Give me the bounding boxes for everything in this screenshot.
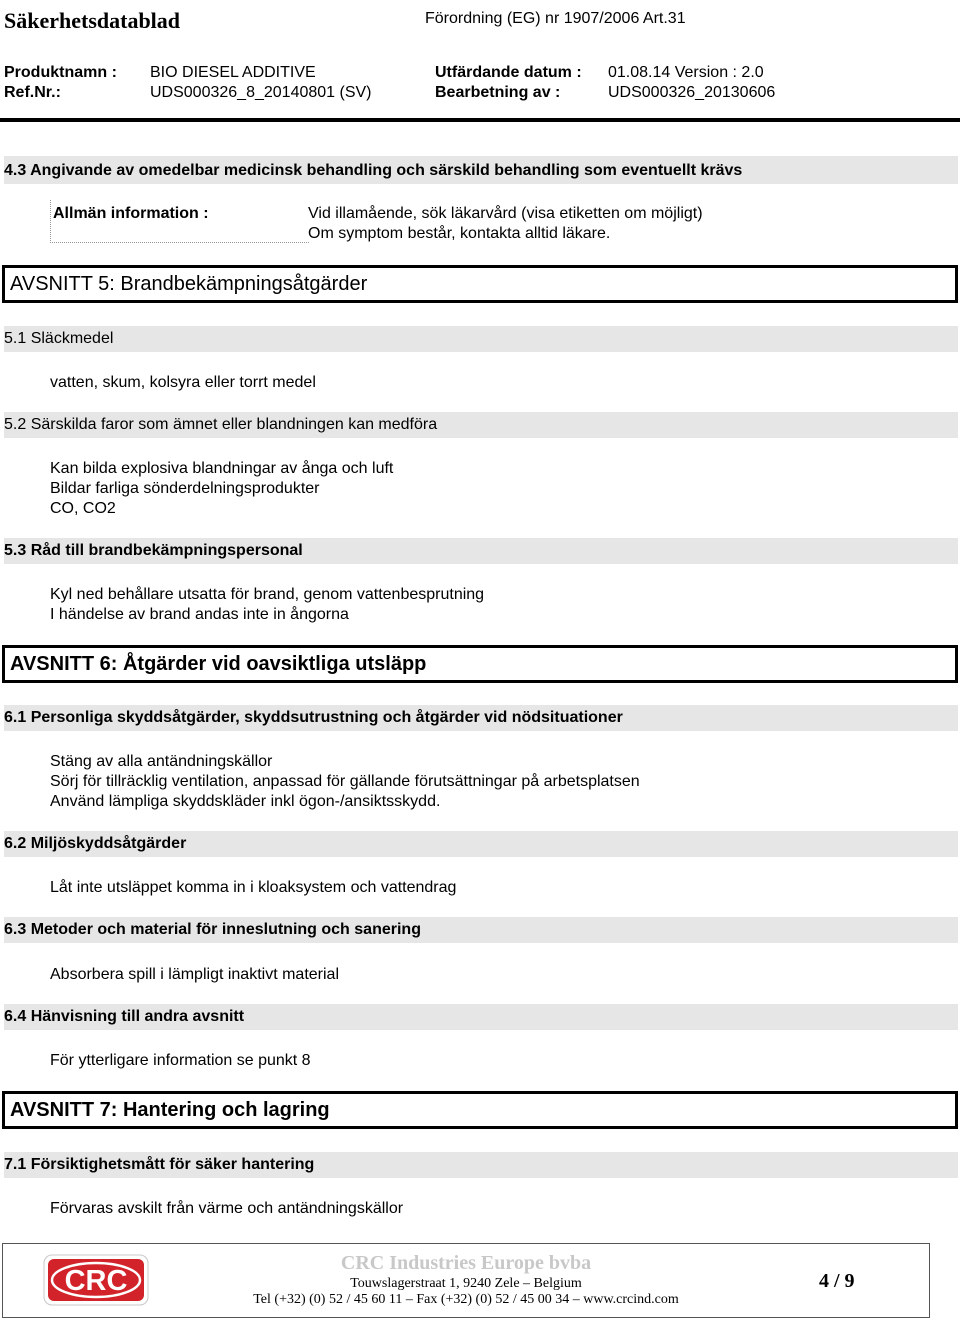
text-line-6-2: Låt inte utsläppet komma in i kloaksystem och vattendrag	[50, 879, 457, 896]
text-line-6-3: Absorbera spill i lämpligt inaktivt material	[50, 966, 339, 983]
revision-label: Bearbetning av :	[435, 84, 561, 101]
company-address: Touwslagerstraat 1, 9240 Zele – Belgium	[350, 1276, 582, 1291]
text-line-7-1: Förvaras avskilt från värme och antändningskällor	[50, 1200, 404, 1217]
issue-date-label: Utfärdande datum :	[435, 64, 582, 81]
product-name-value: BIO DIESEL ADDITIVE	[150, 64, 316, 81]
company-contact: Tel (+32) (0) 52 / 45 60 11 – Fax (+32) (0) 52 / 45 00 34 – www.crcind.com	[253, 1292, 679, 1307]
subsection-title-4-3: 4.3 Angivande av omedelbar medicinsk behandling och särskild behandling som eventuellt krävs	[4, 162, 743, 179]
document-title: Säkerhetsdatablad	[4, 8, 181, 33]
subsection-title-5-2: 5.2 Särskilda faror som ämnet eller blandningen kan medföra	[4, 416, 438, 433]
general-info-line: Vid illamående, sök läkarvård (visa etiketten om möjligt)	[308, 205, 703, 222]
general-info-line: Om symptom består, kontakta alltid läkare.	[308, 225, 611, 242]
text-line-5-3: Kyl ned behållare utsatta för brand, genom vattenbesprutning	[50, 586, 485, 603]
regulation-reference: Förordning (EG) nr 1907/2006 Art.31	[425, 10, 686, 27]
ref-number-label: Ref.Nr.:	[4, 84, 61, 101]
text-line-6-1: Stäng av alla antändningskällor	[50, 753, 273, 770]
text-line-5-3: I händelse av brand andas inte in ångorna	[50, 606, 349, 623]
logo-text: CRC	[64, 1265, 128, 1297]
section-5-heading-box	[2, 265, 958, 303]
subsection-title-6-2: 6.2 Miljöskyddsåtgärder	[4, 835, 187, 852]
text-line-6-1: Använd lämpliga skyddskläder inkl ögon-/ansiktsskydd.	[50, 793, 441, 810]
section-6-heading: AVSNITT 6: Åtgärder vid oavsiktliga utsläpp	[10, 653, 427, 675]
section-5-heading: AVSNITT 5: Brandbekämpningsåtgärder	[10, 273, 368, 295]
subsection-title-7-1: 7.1 Försiktighetsmått för säker hantering	[4, 1156, 315, 1173]
header-divider	[0, 118, 960, 122]
issue-date-value: 01.08.14 Version : 2.0	[608, 64, 764, 81]
subsection-title-6-3: 6.3 Metoder och material för inneslutning och sanering	[4, 921, 421, 938]
subsection-title-6-1: 6.1 Personliga skyddsåtgärder, skyddsutrustning och åtgärder vid nödsituationer	[4, 709, 623, 726]
page-footer	[2, 1243, 930, 1318]
text-line-5-2: CO, CO2	[50, 500, 116, 517]
subsection-title-5-1: 5.1 Släckmedel	[4, 330, 114, 347]
section-6-heading-box	[2, 645, 958, 683]
company-name: CRC Industries Europe bvba	[340, 1252, 592, 1274]
section-7-heading: AVSNITT 7: Hantering och lagring	[10, 1099, 330, 1121]
revision-value: UDS000326_20130606	[608, 84, 776, 101]
text-line-6-1: Sörj för tillräcklig ventilation, anpassad för gällande förutsättningar på arbetsplatsen	[50, 773, 640, 790]
text-line-5-2: Bildar farliga sönderdelningsprodukter	[50, 480, 320, 497]
product-name-label: Produktnamn :	[4, 64, 117, 81]
text-line-6-4: För ytterligare information se punkt 8	[50, 1052, 311, 1069]
subsection-bar-5-1	[4, 326, 958, 352]
text-line-5-1: vatten, skum, kolsyra eller torrt medel	[50, 374, 316, 391]
subsection-title-6-4: 6.4 Hänvisning till andra avsnitt	[4, 1008, 245, 1025]
text-line-5-2: Kan bilda explosiva blandningar av ånga och luft	[50, 460, 394, 477]
general-info-label: Allmän information :	[53, 205, 209, 222]
ref-number-value: UDS000326_8_20140801 (SV)	[150, 84, 372, 101]
subsection-title-5-3: 5.3 Råd till brandbekämpningspersonal	[4, 542, 303, 559]
section-7-heading-box	[2, 1091, 958, 1129]
page-number: 4 / 9	[819, 1270, 855, 1292]
